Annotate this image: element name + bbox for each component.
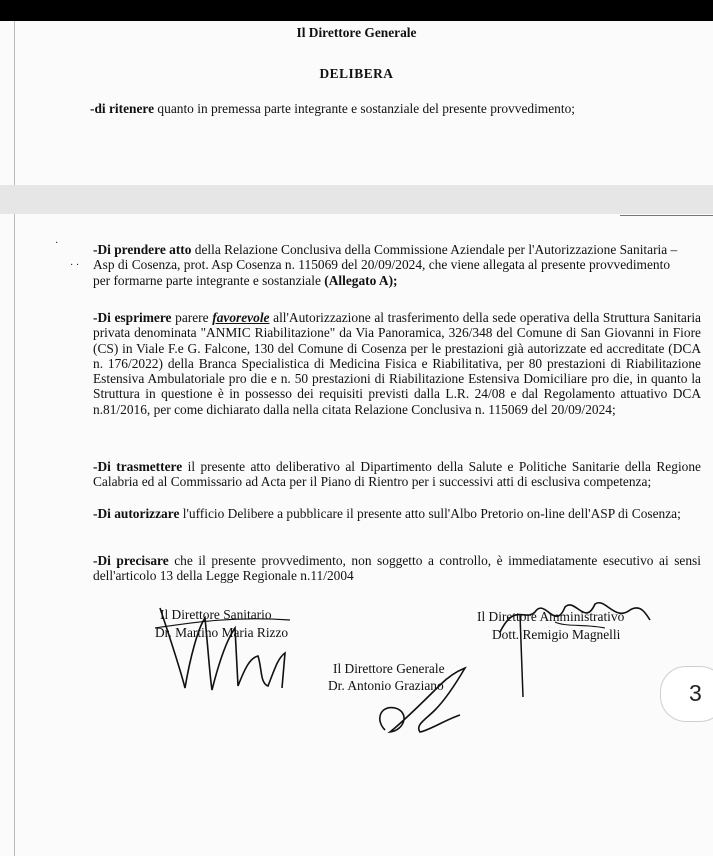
amministrativo-name: Dott. Remigio Magnelli	[492, 627, 621, 642]
paragraph-trasmettere	[93, 459, 701, 490]
p2-keyword: -Di esprimere	[93, 310, 172, 325]
paragraph-autorizzare	[93, 506, 701, 521]
margin-mark: ·	[55, 238, 59, 249]
page-edge	[14, 21, 15, 185]
intro-text: quanto in premessa parte integrante e sostanziale del presente provvedimento;	[154, 101, 575, 116]
signature-amministrativo	[495, 592, 655, 702]
p5-keyword: -Di precisare	[93, 553, 169, 568]
top-rule	[620, 215, 713, 216]
signature-generale	[365, 660, 475, 740]
amministrativo-title: Il Direttore Amministrativo	[477, 609, 625, 624]
margin-mark: · ·	[70, 260, 80, 271]
p2-parere: parere	[171, 310, 213, 325]
top-bar	[0, 0, 713, 21]
paragraph-prendere-atto	[93, 242, 701, 288]
allegato-label: (Allegato A);	[324, 272, 398, 288]
page-gap	[0, 185, 713, 214]
page-number: 3	[689, 680, 702, 706]
p4-text: l'ufficio Delibere a pubblicare il presente atto sull'Albo Pretorio on-line dell'ASP di Cosenza;	[179, 506, 681, 521]
p1-line3: per formarne parte integrante e sostanziale	[93, 272, 325, 288]
intro-line	[90, 101, 575, 117]
paragraph-esprimere	[93, 310, 701, 417]
p3-keyword: -Di trasmettere	[93, 459, 183, 474]
p1-keyword: -Di prendere atto	[93, 242, 192, 257]
p1-line1: della Relazione Conclusiva della Commissione Aziendale per l'Autorizzazione Sanitaria –	[191, 242, 678, 257]
p5-text: che il presente provvedimento, non soggetto a controllo, è immediatamente esecutivo ai sensi dell'articolo 13 della Legge Regionale n.11/2004	[93, 553, 701, 584]
p3-text: il presente atto deliberativo al Dipartimento della Salute e Politiche Sanitarie della Regione Calabria ed al Commissario ad Acta per il Piano di Rientro per i successivi atti di esclusiva competenza;	[93, 459, 701, 490]
p4-keyword: -Di autorizzare	[93, 506, 180, 521]
sanitario-title: Il Direttore Sanitario	[160, 607, 272, 622]
page-sheet-top	[0, 21, 713, 185]
favorevole-word: favorevole	[212, 310, 270, 325]
generale-name: Dr. Antonio Graziano	[328, 678, 444, 693]
page-edge	[14, 214, 15, 856]
p2-text: all'Autorizzazione al trasferimento della sede operativa della Struttura Sanitaria privata denominata "ANMIC Riabilitazione" da Via Panoramica, 326/348 del Comune di San Giovanni in Fiore (CS) in Viale F.e G. Falcone, 130 del Comune di Cosenza per le prestazioni già autorizzate ed accreditate (DCA n. 176/2022) della Branca Specialistica di Medicina Fisica e Riabilitativa, per 80 prestazioni di Riabilitazione Estensiva Ambulatoriale pro die e n. 50 prestazioni di Riabilitazione Estensiva Domiciliare pro die, in quanto la Struttura in questione è in possesso dei requisiti previsti dalla L.R. 24/08 e dal Regolamento attuativo DCA n.81/2016, per come dichiarato dalla nella citata Relazione Conclusiva n. 115069 del 20/09/2024;	[93, 310, 701, 417]
paragraph-precisare	[93, 553, 701, 584]
page-number-badge[interactable]	[660, 666, 713, 722]
intro-keyword: -di ritenere	[90, 101, 155, 116]
page-title: Il Direttore Generale	[296, 25, 417, 40]
p1-line2: Asp di Cosenza, prot. Asp Cosenza n. 115069 del 20/09/2024, che viene allegata al presente provvedimento	[93, 257, 671, 273]
generale-title: Il Direttore Generale	[333, 661, 445, 676]
delibera-heading: DELIBERA	[319, 66, 394, 81]
sanitario-name: Dr. Martino Maria Rizzo	[155, 625, 289, 640]
signature-sanitario	[150, 598, 300, 698]
